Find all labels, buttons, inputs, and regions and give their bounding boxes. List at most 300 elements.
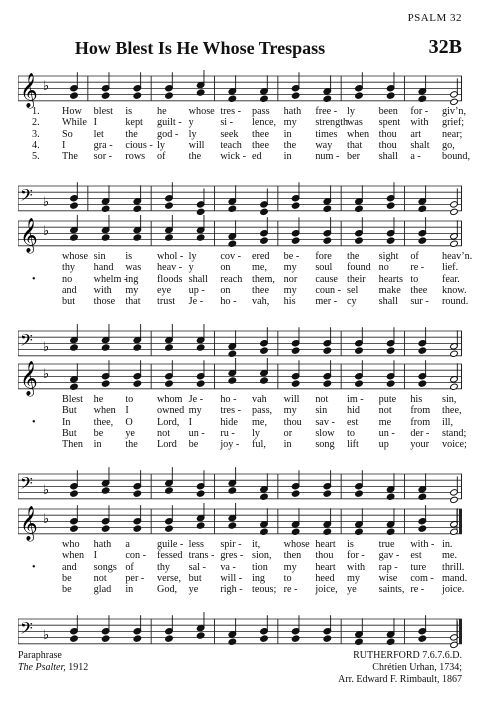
note-head: [323, 380, 332, 387]
lyric-syllable: spent: [378, 117, 401, 129]
lyric-syllable: a: [125, 539, 130, 550]
note-head: [355, 380, 364, 387]
lyric-syllable: In: [62, 416, 71, 428]
note-head: [323, 490, 332, 497]
lyric-syllable: strength: [315, 117, 349, 129]
lyric-syllable: sal -: [188, 561, 206, 573]
note-head: [260, 635, 269, 642]
lyric-syllable: slow: [315, 427, 335, 439]
lyric-syllable: up: [378, 439, 389, 451]
lyric-syllable: teous;: [252, 584, 277, 596]
note-head: [355, 237, 364, 244]
lyric-syllable: ing: [125, 273, 139, 285]
lyric-syllable: thee: [252, 128, 269, 140]
note-head: [196, 490, 205, 497]
lyric-syllable: me: [378, 416, 392, 428]
lyric-syllable: thee: [252, 284, 269, 296]
lyric-syllable: righ -: [220, 584, 243, 596]
note-head: [260, 237, 269, 244]
lyric-syllable: joy -: [220, 439, 240, 451]
note-head: [355, 205, 364, 212]
lyric-syllable: Je -: [188, 296, 204, 308]
lyric-syllable: thrill.: [442, 561, 465, 573]
lyric-syllable: y: [188, 262, 194, 274]
lyric-syllable: the: [188, 151, 202, 163]
lyric-syllable: to: [125, 394, 134, 405]
note-head: [418, 493, 427, 500]
lyric-syllable: ye: [188, 584, 199, 596]
note-head: [386, 638, 395, 645]
lyric-syllable: will -: [220, 572, 243, 584]
lyric-syllable: heart: [315, 539, 336, 550]
lyric-syllable: thy: [157, 561, 171, 573]
flat-key-signature-icon: ♭: [43, 340, 50, 355]
note-head: [386, 528, 395, 535]
lyric-syllable: with -: [410, 539, 435, 550]
note-head: [165, 344, 174, 351]
lyric-syllable: rap -: [378, 561, 398, 573]
lyric-syllable: and: [62, 561, 77, 573]
lyric-syllable: ill,: [442, 416, 454, 428]
lyric-syllable: lift: [347, 439, 359, 451]
lyric-syllable: hand: [93, 262, 114, 274]
lyric-syllable: ye: [125, 427, 135, 439]
lyric-syllable: of: [410, 251, 419, 262]
note-head: [291, 380, 300, 387]
verse-label: •: [32, 416, 36, 428]
lyric-syllable: a -: [410, 151, 421, 163]
lyric-syllable: my: [347, 572, 361, 584]
lyric-syllable: God,: [157, 584, 178, 596]
lyric-syllable: be: [93, 427, 104, 439]
lyric-syllable: whol -: [157, 251, 184, 262]
note-head: [228, 240, 237, 247]
note-head: [323, 237, 332, 244]
lyric-syllable: is: [125, 106, 133, 117]
lyric-syllable: pass: [252, 106, 270, 117]
note-head: [418, 347, 427, 354]
verse-line: [18, 561, 465, 573]
lyric-syllable: un -: [378, 427, 395, 439]
verse-line: [18, 251, 473, 262]
lyric-syllable: up -: [188, 284, 205, 296]
lyric-syllable: less: [188, 539, 204, 550]
lyric-syllable: eye: [157, 284, 172, 296]
note-head: [450, 528, 459, 535]
note-head: [355, 638, 364, 645]
lyric-syllable: num -: [315, 151, 340, 163]
lyric-syllable: bound,: [442, 151, 471, 163]
note-head: [101, 525, 110, 532]
verse-line: [18, 405, 462, 416]
lyric-syllable: spir -: [220, 539, 242, 550]
note-head: [70, 490, 79, 497]
note-head: [418, 237, 427, 244]
lyric-syllable: whose: [62, 251, 89, 262]
note-head: [196, 344, 205, 351]
verse-line: [18, 106, 467, 117]
lyric-syllable: be: [62, 572, 72, 584]
lyric-syllable: thou: [378, 139, 397, 151]
lyric-syllable: songs: [93, 561, 117, 573]
bass-staff: [18, 324, 462, 357]
lyric-syllable: heart: [315, 561, 336, 573]
note-head: [260, 95, 269, 102]
note-head: [450, 383, 459, 390]
lyric-syllable: is: [125, 251, 133, 262]
lyric-syllable: from: [410, 416, 431, 428]
lyric-syllable: vah: [252, 394, 267, 405]
lyric-syllable: kept: [125, 117, 143, 129]
lyric-syllable: thee: [410, 284, 428, 296]
note-head: [101, 205, 110, 212]
verse-line: [18, 296, 469, 308]
note-head: [260, 347, 269, 354]
lyric-syllable: will: [283, 394, 300, 405]
note-head: [323, 635, 332, 642]
lyric-syllable: cy: [347, 296, 357, 308]
note-head: [196, 89, 205, 96]
lyric-syllable: me.: [442, 550, 457, 562]
psalm-label: PSALM 32: [407, 12, 462, 24]
lyric-syllable: when: [347, 128, 370, 140]
music-system: [18, 358, 467, 508]
note-head: [450, 240, 459, 247]
note-head: [355, 347, 364, 354]
lyric-syllable: soul: [315, 262, 333, 274]
lyric-syllable: nor: [283, 273, 298, 285]
lyrics-block: [18, 539, 468, 596]
lyric-syllable: While: [62, 117, 87, 129]
lyric-syllable: shall: [188, 273, 208, 285]
note-head: [291, 237, 300, 244]
lyric-syllable: joice.: [442, 584, 465, 596]
lyric-syllable: ly: [157, 139, 165, 151]
lyric-syllable: thou: [378, 128, 397, 140]
lyric-syllable: saints,: [378, 584, 405, 596]
note-head: [101, 234, 110, 241]
note-head: [323, 205, 332, 212]
lyric-syllable: tion: [252, 561, 268, 573]
lyric-syllable: their: [347, 273, 366, 285]
lyric-syllable: his: [283, 296, 296, 308]
lyric-syllable: was: [347, 117, 363, 129]
lyric-syllable: true: [378, 539, 395, 550]
lyric-syllable: Lord: [157, 439, 177, 451]
note-head: [228, 350, 237, 357]
lyric-syllable: lief.: [442, 262, 459, 274]
flat-key-signature-icon: ♭: [43, 628, 50, 643]
lyric-syllable: voice;: [442, 439, 467, 451]
verse-line: [18, 427, 467, 439]
treble-clef-icon: 𝄞: [20, 218, 38, 253]
lyric-syllable: be: [188, 439, 199, 451]
tune-credit: [338, 650, 462, 686]
lyric-syllable: god -: [157, 128, 179, 140]
lyric-syllable: lence,: [252, 117, 277, 129]
lyric-syllable: ho -: [220, 394, 237, 405]
note-head: [196, 380, 205, 387]
lyric-syllable: trans -: [188, 550, 215, 562]
note-head: [355, 528, 364, 535]
note-head: [355, 92, 364, 99]
note-head: [260, 493, 269, 500]
lyric-syllable: thee,: [442, 405, 462, 417]
note-head: [386, 380, 395, 387]
lyric-syllable: found: [347, 262, 371, 274]
lyric-syllable: not: [157, 427, 171, 439]
note-head: [133, 490, 142, 497]
lyric-syllable: my: [283, 284, 297, 296]
verse-label: 5.: [32, 151, 40, 163]
lyric-syllable: est: [347, 416, 359, 428]
lyric-syllable: seek: [220, 128, 239, 140]
note-head: [133, 92, 142, 99]
lyric-syllable: to: [410, 273, 419, 285]
lyric-syllable: round.: [442, 296, 469, 308]
flat-key-signature-icon: ♭: [43, 195, 50, 210]
lyric-syllable: hath: [283, 106, 302, 117]
verse-line: [18, 417, 462, 428]
lyric-syllable: sav -: [315, 416, 335, 428]
verse-line: [18, 394, 462, 405]
lyric-syllable: let: [93, 128, 104, 140]
final-bar-line: [459, 509, 462, 534]
flat-key-signature-icon: ♭: [43, 224, 50, 239]
lyric-syllable: y: [188, 117, 194, 129]
verse-line: [18, 539, 462, 550]
lyric-syllable: shalt: [410, 139, 430, 151]
verse-line: [18, 274, 462, 285]
lyric-syllable: heav’n.: [442, 251, 473, 262]
lyric-syllable: sin: [315, 405, 328, 417]
text-credit: [18, 650, 88, 674]
credit-source: [18, 662, 88, 674]
lyric-syllable: im -: [347, 394, 364, 405]
lyric-syllable: thou: [283, 416, 302, 428]
note-head: [418, 380, 427, 387]
composer-credit: Chrétien Urhan, 1734;: [372, 662, 462, 673]
lyric-syllable: in.: [442, 539, 453, 550]
bass-clef-icon: 𝄢: [20, 185, 33, 209]
lyric-syllable: rows: [125, 151, 146, 163]
lyric-syllable: who: [62, 539, 80, 550]
lyric-syllable: of: [157, 151, 166, 163]
lyric-syllable: O: [125, 416, 133, 428]
note-head: [101, 635, 110, 642]
bass-staff: [18, 612, 462, 648]
lyric-syllable: that: [125, 296, 141, 308]
lyric-syllable: Je -: [188, 394, 204, 405]
note-head: [165, 487, 174, 494]
lyric-syllable: vah,: [252, 296, 270, 308]
lyric-syllable: make: [378, 284, 401, 296]
lyric-syllable: for -: [347, 550, 365, 562]
verse-label: •: [32, 273, 36, 285]
lyric-syllable: the: [125, 439, 138, 451]
note-head: [418, 635, 427, 642]
treble-staff: [18, 503, 462, 542]
lyric-syllable: ered: [252, 251, 270, 262]
lyric-syllable: that: [347, 139, 363, 151]
lyric-syllable: com -: [410, 572, 434, 584]
treble-staff: [18, 358, 462, 397]
lyric-syllable: hath: [93, 539, 112, 550]
verse-label: •: [32, 561, 36, 573]
lyric-syllable: re -: [410, 584, 425, 596]
lyric-syllable: ru -: [220, 427, 235, 439]
lyric-syllable: heav -: [157, 262, 183, 274]
credit-source-title: The Psalter,: [18, 662, 66, 673]
lyric-syllable: my: [283, 405, 297, 417]
lyric-syllable: song: [315, 439, 335, 451]
lyric-syllable: shall: [378, 296, 398, 308]
note-head: [418, 205, 427, 212]
note-head: [165, 525, 174, 532]
note-head: [228, 487, 237, 494]
bass-clef-icon: 𝄢: [20, 618, 33, 642]
verse-line: [18, 129, 462, 140]
lyric-syllable: your: [410, 439, 430, 451]
flat-key-signature-icon: ♭: [43, 367, 50, 382]
lyric-syllable: ly: [188, 251, 197, 262]
lyric-syllable: will: [188, 139, 205, 151]
lyric-syllable: me,: [252, 262, 267, 274]
lyric-syllable: va -: [220, 561, 236, 573]
lyric-syllable: ly: [252, 427, 260, 439]
lyric-syllable: Then: [62, 439, 83, 451]
lyric-syllable: go,: [442, 139, 455, 151]
lyric-syllable: est: [410, 550, 422, 562]
lyric-syllable: re -: [283, 584, 298, 596]
hymn-title: How Blest Is He Whose Trespass: [74, 38, 326, 58]
verse-line: [18, 151, 471, 163]
lyric-syllable: hid: [347, 405, 361, 417]
note-head: [133, 525, 142, 532]
lyric-syllable: to: [283, 572, 292, 584]
note-head: [228, 377, 237, 384]
lyric-syllable: not: [93, 572, 107, 584]
lyric-syllable: Blest: [62, 394, 83, 405]
note-head: [228, 522, 237, 529]
lyric-syllable: thee,: [93, 416, 114, 428]
lyric-syllable: giv’n,: [442, 106, 467, 117]
lyric-syllable: coun -: [315, 284, 342, 296]
lyric-syllable: der -: [410, 427, 430, 439]
lyric-syllable: sin: [93, 251, 106, 262]
note-head: [228, 205, 237, 212]
lyric-syllable: ber: [347, 151, 361, 163]
note-head: [418, 525, 427, 532]
lyric-syllable: or: [283, 427, 293, 439]
lyric-syllable: wick -: [220, 151, 247, 163]
lyric-syllable: I: [62, 139, 66, 151]
note-head: [260, 377, 269, 384]
lyric-syllable: in: [283, 151, 292, 163]
lyric-syllable: was: [125, 262, 142, 274]
treble-clef-icon: 𝄞: [20, 361, 38, 396]
lyric-syllable: ye: [347, 584, 357, 596]
verse-line: [18, 284, 467, 296]
lyric-syllable: teach: [220, 139, 242, 151]
lyric-syllable: per -: [125, 572, 145, 584]
lyric-syllable: pass,: [252, 405, 273, 417]
lyric-syllable: those: [93, 296, 116, 308]
lyric-syllable: my: [188, 405, 202, 417]
lyric-syllable: he: [157, 106, 167, 117]
lyric-syllable: not: [315, 394, 329, 405]
lyric-syllable: whelm -: [93, 273, 128, 285]
lyric-syllable: his: [410, 394, 423, 405]
lyric-syllable: my: [283, 117, 297, 129]
note-head: [291, 202, 300, 209]
verse-label: 4.: [32, 139, 40, 151]
lyric-syllable: be: [62, 584, 72, 596]
lyric-syllable: no: [62, 273, 73, 285]
lyric-syllable: for -: [410, 106, 429, 117]
lyric-syllable: sight: [378, 251, 399, 262]
verse-line: [18, 117, 465, 129]
lyric-syllable: whom: [157, 394, 183, 405]
lyrics-block: [18, 106, 471, 163]
note-head: [101, 487, 110, 494]
note-head: [291, 347, 300, 354]
lyric-syllable: on: [220, 262, 231, 274]
lyric-syllable: of: [125, 561, 134, 573]
lyric-syllable: near;: [442, 128, 463, 140]
lyric-syllable: sur -: [410, 296, 429, 308]
lyric-syllable: way: [315, 139, 333, 151]
lyric-syllable: Lord,: [157, 416, 180, 428]
lyric-syllable: cause: [315, 273, 338, 285]
arranger-credit: Arr. Edward F. Rimbault, 1867: [338, 674, 462, 685]
music-system: [18, 503, 468, 653]
lyric-syllable: is: [347, 539, 354, 550]
note-head: [450, 98, 459, 105]
note-head: [165, 202, 174, 209]
lyric-syllable: with: [93, 284, 112, 296]
music-system: [18, 70, 471, 220]
lyric-syllable: gres -: [220, 550, 244, 562]
lyric-syllable: cov -: [220, 251, 241, 262]
lyric-syllable: glad: [93, 584, 112, 596]
verse-line: [18, 439, 467, 451]
lyric-syllable: it,: [252, 539, 261, 550]
lyric-syllable: my: [283, 262, 297, 274]
verse-line: [18, 550, 462, 561]
lyric-syllable: How: [62, 106, 82, 117]
flat-key-signature-icon: ♭: [43, 79, 50, 94]
lyric-syllable: gra -: [93, 139, 113, 151]
lyrics-block: [18, 251, 473, 308]
note-head: [450, 350, 459, 357]
lyric-syllable: thou: [315, 550, 334, 562]
note-head: [260, 528, 269, 535]
lyric-syllable: in: [125, 584, 134, 596]
lyric-syllable: con -: [125, 550, 146, 562]
note-head: [291, 528, 300, 535]
note-head: [196, 234, 205, 241]
note-head: [291, 635, 300, 642]
lyric-syllable: re -: [410, 262, 425, 274]
note-head: [165, 635, 174, 642]
lyric-syllable: guile -: [157, 539, 184, 550]
lyric-syllable: ho -: [220, 296, 237, 308]
lyric-syllable: he: [93, 394, 104, 405]
verse-label: 3.: [32, 128, 40, 140]
lyric-syllable: in: [93, 439, 102, 451]
note-head: [70, 635, 79, 642]
